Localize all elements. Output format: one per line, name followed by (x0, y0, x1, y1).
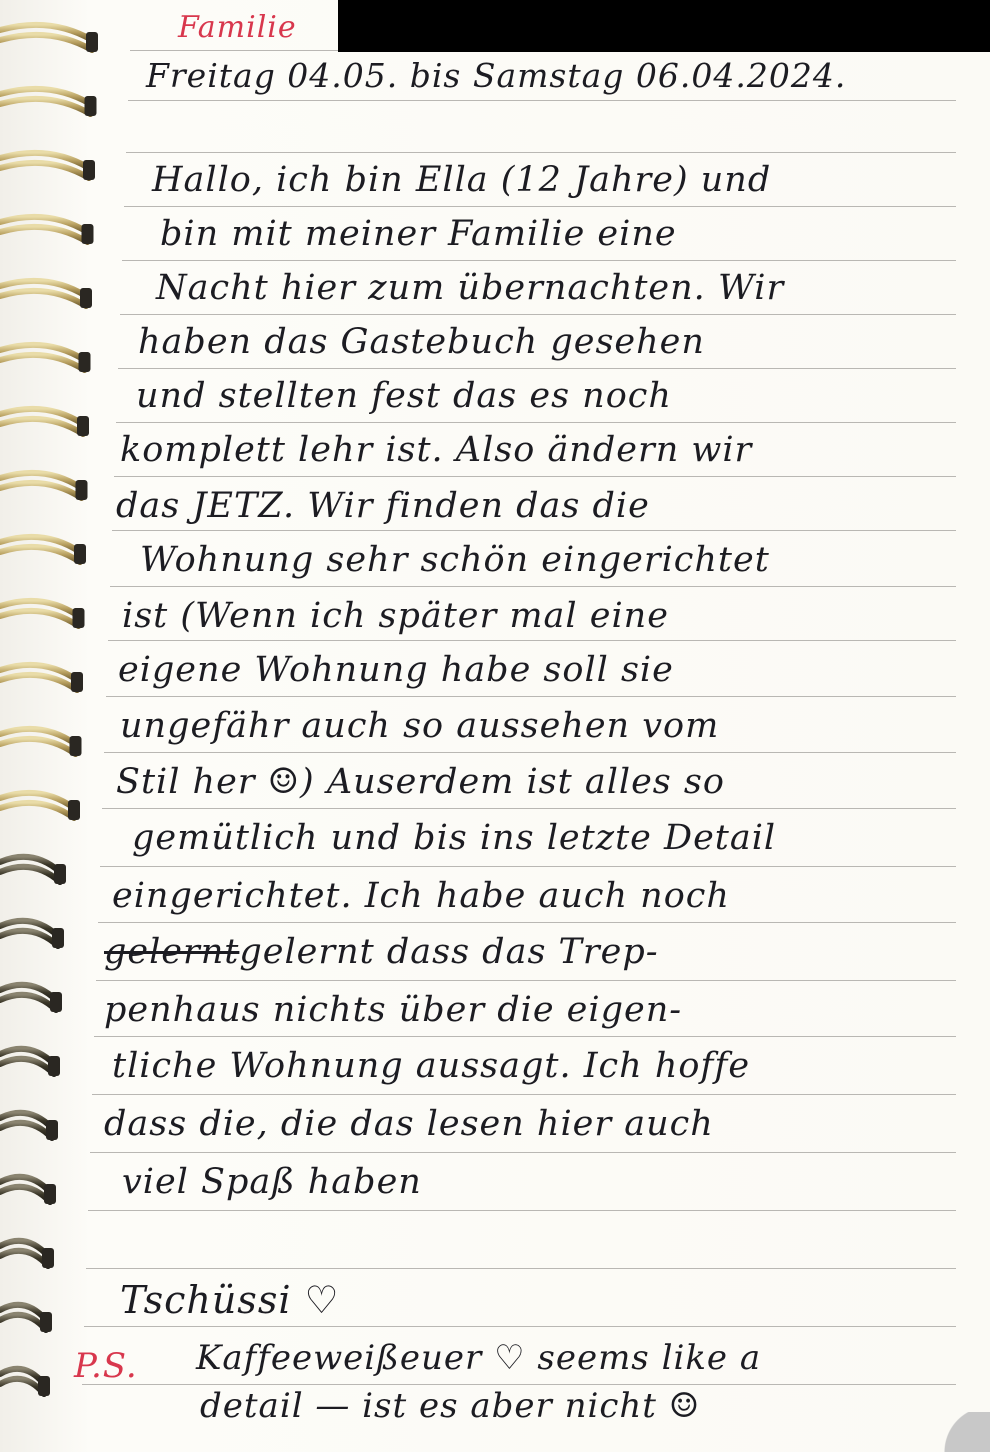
text-line: penhaus nichts über die eigen- (104, 990, 683, 1030)
text-line: tliche Wohnung aussagt. Ich hoffe (112, 1046, 751, 1086)
signoff: Tschüssi ♡ (120, 1278, 340, 1322)
struck-word: gelernt (104, 932, 240, 972)
spiral-ring (0, 537, 86, 564)
page-corner (930, 1412, 990, 1452)
spiral-ring (0, 473, 88, 500)
text-line: und stellten fest das es noch (136, 376, 672, 416)
spiral-ring (0, 601, 85, 628)
text-line: Hallo, ich bin Ella (12 Jahre) und (152, 160, 772, 200)
text-line: Nacht hier zum übernachten. Wir (156, 268, 785, 308)
redaction-bar (338, 0, 990, 52)
spiral-ring (0, 153, 95, 180)
text-line: dass die, die das lesen hier auch (104, 1104, 714, 1144)
text-line: eingerichtet. Ich habe auch noch (112, 876, 730, 916)
spiral-ring (0, 409, 89, 436)
spiral-ring (0, 1369, 50, 1396)
strike-line-rest: gelernt dass das Trep- (239, 932, 659, 972)
spiral-ring (0, 985, 62, 1012)
text-line: ist (Wenn ich später mal eine (122, 596, 669, 636)
ps-line-1: Kaffeeweißeuer ♡ seems like a (196, 1338, 762, 1378)
spiral-ring (0, 1241, 54, 1268)
text-line: gemütlich und bis ins letzte Detail (132, 818, 777, 858)
ps-prefix: P.S. (74, 1346, 138, 1386)
spiral-ring (0, 281, 92, 308)
text-line: komplett lehr ist. Also ändern wir (120, 430, 753, 470)
spiral-ring (0, 665, 83, 692)
spiral-binding (0, 0, 110, 1452)
strike-line (104, 932, 659, 972)
text-line: haben das Gastebuch gesehen (138, 322, 705, 362)
text-line: Wohnung sehr schön eingerichtet (140, 540, 770, 580)
spiral-ring (0, 921, 64, 948)
spiral-ring (0, 217, 94, 244)
spiral-ring (0, 729, 82, 756)
spiral-ring (0, 1049, 60, 1076)
spiral-ring (0, 1177, 56, 1204)
spiral-ring (0, 25, 98, 52)
spiral-ring (0, 857, 66, 884)
spiral-ring (0, 1305, 52, 1332)
text-line: viel Spaß haben (122, 1162, 422, 1202)
text-line: ungefähr auch so aussehen vom (120, 706, 720, 746)
text-line: Stil her ☺) Auserdem ist alles so (116, 762, 725, 802)
spiral-ring (0, 1113, 58, 1140)
spiral-ring (0, 793, 80, 820)
text-line: bin mit meiner Familie eine (160, 214, 677, 254)
text-line: das JETZ. Wir finden das die (116, 486, 650, 526)
spiral-ring (0, 89, 97, 116)
date-line: Freitag 04.05. bis Samstag 06.04.2024. (146, 56, 847, 95)
spiral-ring (0, 345, 91, 372)
category-label: Familie (178, 10, 297, 45)
text-line: eigene Wohnung habe soll sie (118, 650, 674, 690)
ps-line-2: detail — ist es aber nicht ☺ (200, 1386, 701, 1426)
